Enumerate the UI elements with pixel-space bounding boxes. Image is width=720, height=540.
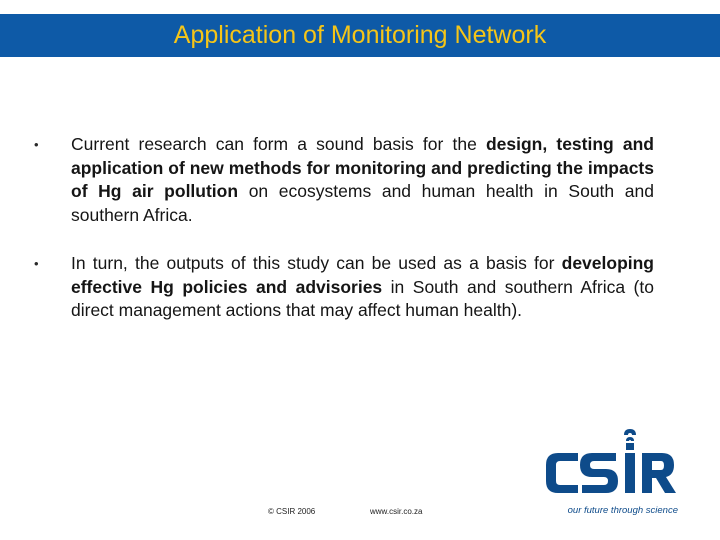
slide-title: Application of Monitoring Network — [173, 21, 547, 49]
footer-copyright: © CSIR 2006 — [268, 507, 316, 516]
bullet-text-bold: design, testing and application of new methods for monitoring and predicting the impacts of Hg air pollution — [71, 134, 654, 201]
bullet-text-regular: on ecosystems and human health in South and southern Africa. — [71, 181, 654, 225]
bullet-text — [71, 133, 654, 227]
bullet-text-regular: In turn, the outputs of this study can be used as a basis for — [71, 253, 562, 273]
bullet-text-regular: in South and southern Africa (to direct management actions that may affect human health). — [71, 276, 654, 320]
bullet-text-bold: developing effective Hg policies and advisories — [71, 253, 654, 297]
title-bar — [0, 14, 720, 57]
bullet-text — [71, 252, 654, 323]
footer-url: www.csir.co.za — [370, 507, 423, 516]
bullet-dot-icon: • — [34, 137, 39, 152]
bullet-dot-icon: • — [34, 256, 39, 271]
bullet-text-regular: Current research can form a sound basis for the — [71, 134, 486, 154]
csir-logo-mark-icon — [540, 425, 680, 505]
csir-logo — [540, 425, 680, 520]
logo-tagline: our future through science — [567, 505, 678, 516]
